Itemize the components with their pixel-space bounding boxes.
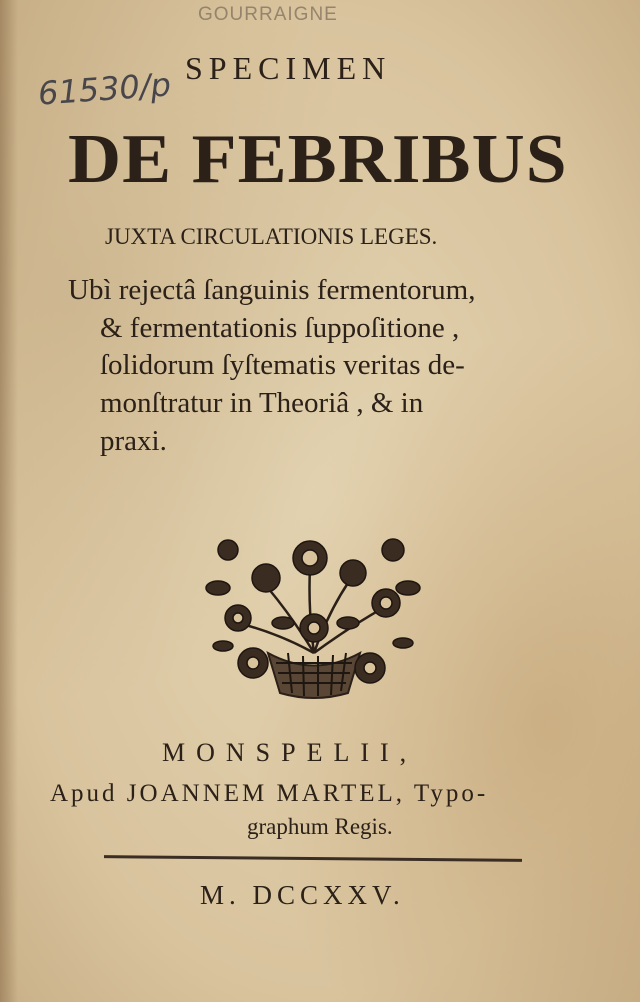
place-of-publication: MONSPELII, xyxy=(162,738,418,767)
description-line: ſolidorum ſyſtematis veritas de- xyxy=(100,349,465,382)
description-line: Ubì rejectâ ſanguinis fermentorum, xyxy=(68,274,476,306)
printer-line-2: graphum Regis. xyxy=(247,814,393,839)
subtitle: JUXTA CIRCULATIONIS LEGES. xyxy=(105,224,438,249)
description xyxy=(68,272,590,460)
publication-year: M. DCCXXV. xyxy=(200,880,405,910)
description-line: praxi. xyxy=(100,424,167,457)
binding-edge xyxy=(0,0,18,1002)
flower-basket-ornament-icon xyxy=(198,528,430,700)
title-de-febribus: DE FEBRIBUS xyxy=(68,121,568,198)
title-specimen: SPECIMEN xyxy=(185,50,392,86)
archive-stamp: GOURRAIGNE xyxy=(198,4,338,25)
printer-line-1: Apud JOANNEM MARTEL, Typo- xyxy=(50,780,489,807)
shelf-mark: 61530/p xyxy=(36,65,173,113)
description-line: monſtratur in Theoriâ , & in xyxy=(100,387,424,420)
divider-rule xyxy=(104,855,522,862)
description-line: & fermentationis ſuppoſitione , xyxy=(100,311,460,344)
